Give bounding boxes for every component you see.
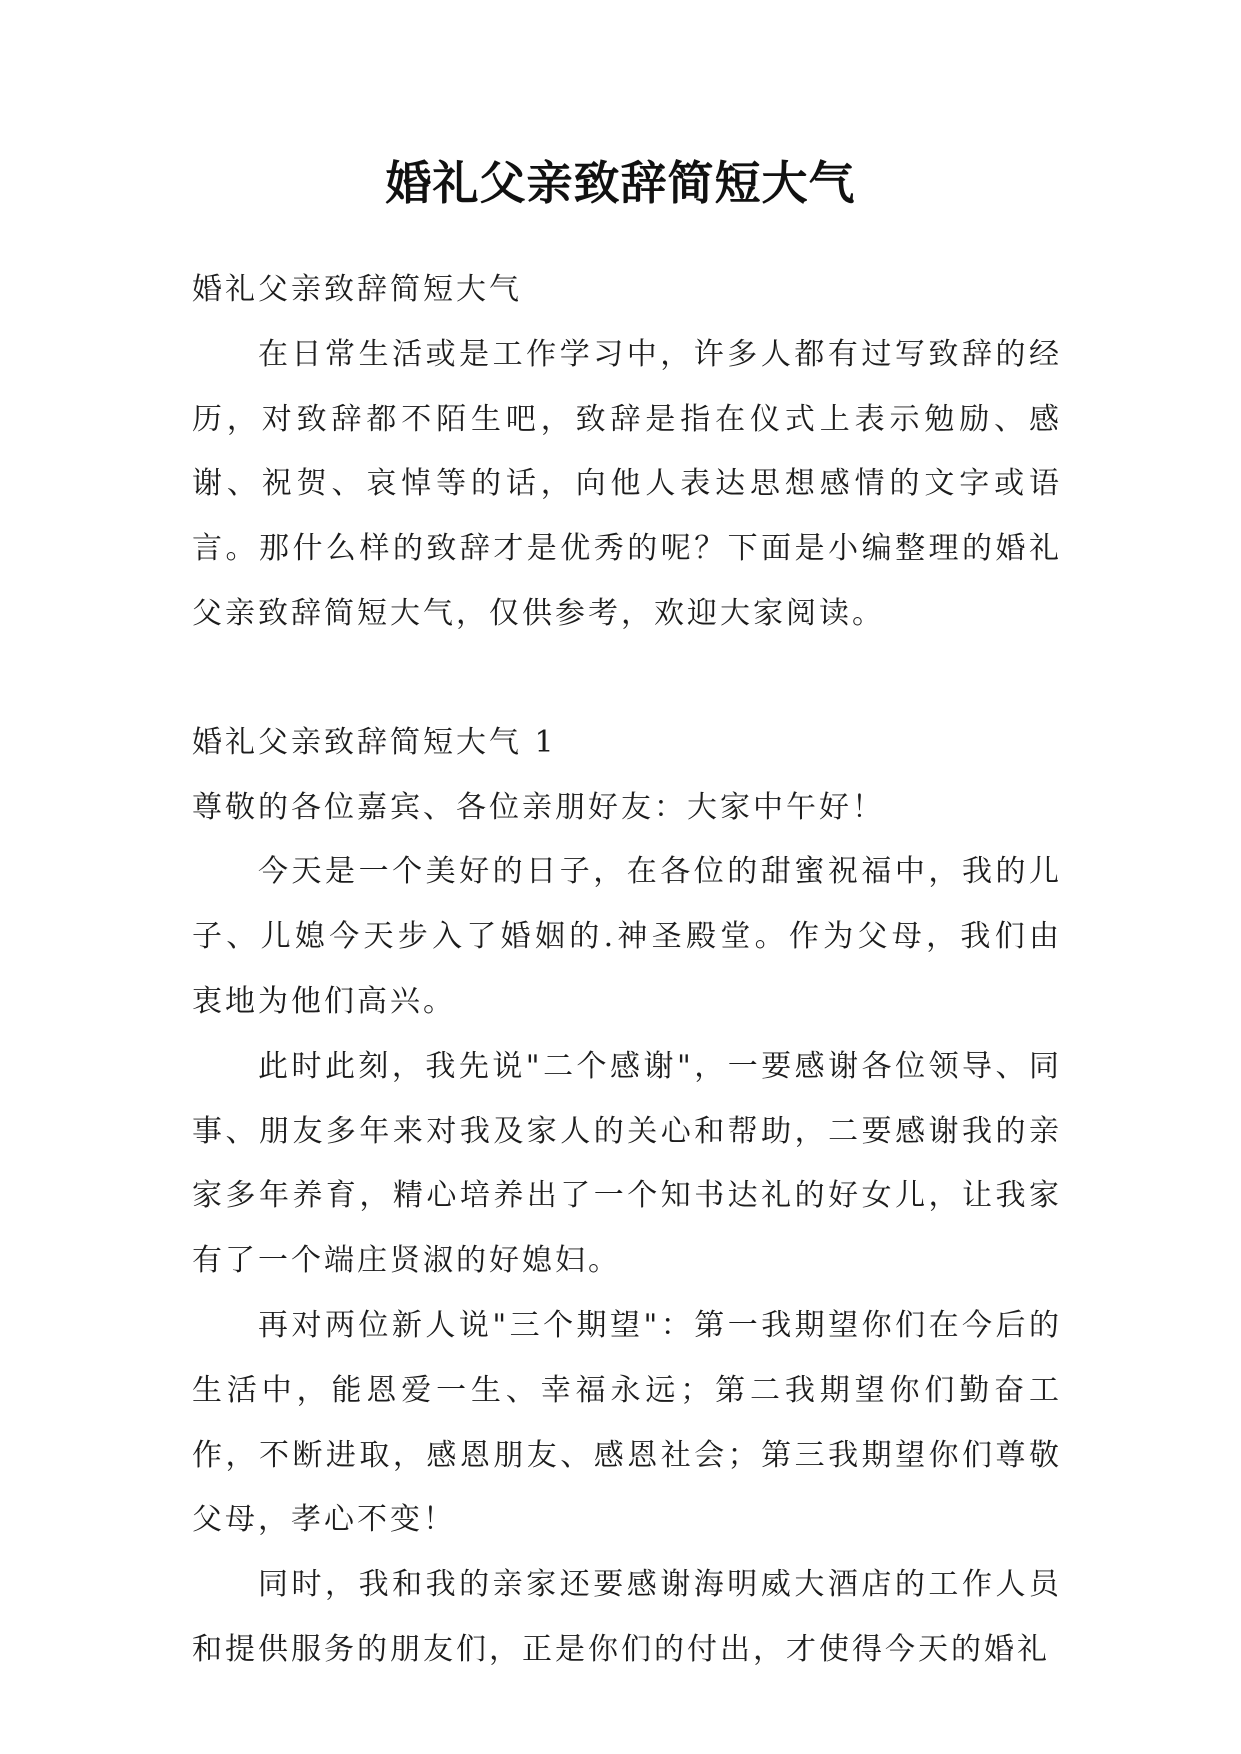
greeting-line: 尊敬的各位嘉宾、各位亲朋好友：大家中午好！ xyxy=(192,789,885,825)
speech-paragraph: 再对两位新人说"三个期望"：第一我期望你们在今后的生活中，能恩爱一生、幸福永远；第二我期望你们勤奋工作，不断进取，感恩朋友、感恩社会；第三我期望你们尊敬父母，孝心不变！ xyxy=(192,1307,1062,1538)
speech-paragraph: 同时，我和我的亲家还要感谢海明威大酒店的工作人员和提供服务的朋友们，正是你们的付出，才使得今天的婚礼 xyxy=(192,1567,1062,1667)
section-heading: 婚礼父亲致辞简短大气 1 xyxy=(192,724,557,760)
document-subtitle: 婚礼父亲致辞简短大气 xyxy=(192,272,522,307)
document-title: 婚礼父亲致辞简短大气 xyxy=(385,156,856,210)
speech-paragraph: 此时此刻，我先说"二个感谢"，一要感谢各位领导、同事、朋友多年来对我及家人的关心和帮助，二要感谢我的亲家多年养育，精心培养出了一个知书达礼的好女儿，让我家有了一个端庄贤淑的好媳妇。 xyxy=(192,1048,1062,1279)
intro-paragraph: 在日常生活或是工作学习中，许多人都有过写致辞的经历，对致辞都不陌生吧，致辞是指在仪式上表示勉励、感谢、祝贺、哀悼等的话，向他人表达思想感情的文字或语言。那什么样的致辞才是优秀的呢？下面是小编整理的婚礼父亲致辞简短大气，仅供参考，欢迎大家阅读。 xyxy=(192,336,1062,631)
document-body xyxy=(192,258,1062,1683)
speech-paragraph: 今天是一个美好的日子，在各位的甜蜜祝福中，我的儿子、儿媳今天步入了婚姻的.神圣殿堂。作为父母，我们由衷地为他们高兴。 xyxy=(192,854,1062,1019)
section-spacer xyxy=(192,647,1062,711)
